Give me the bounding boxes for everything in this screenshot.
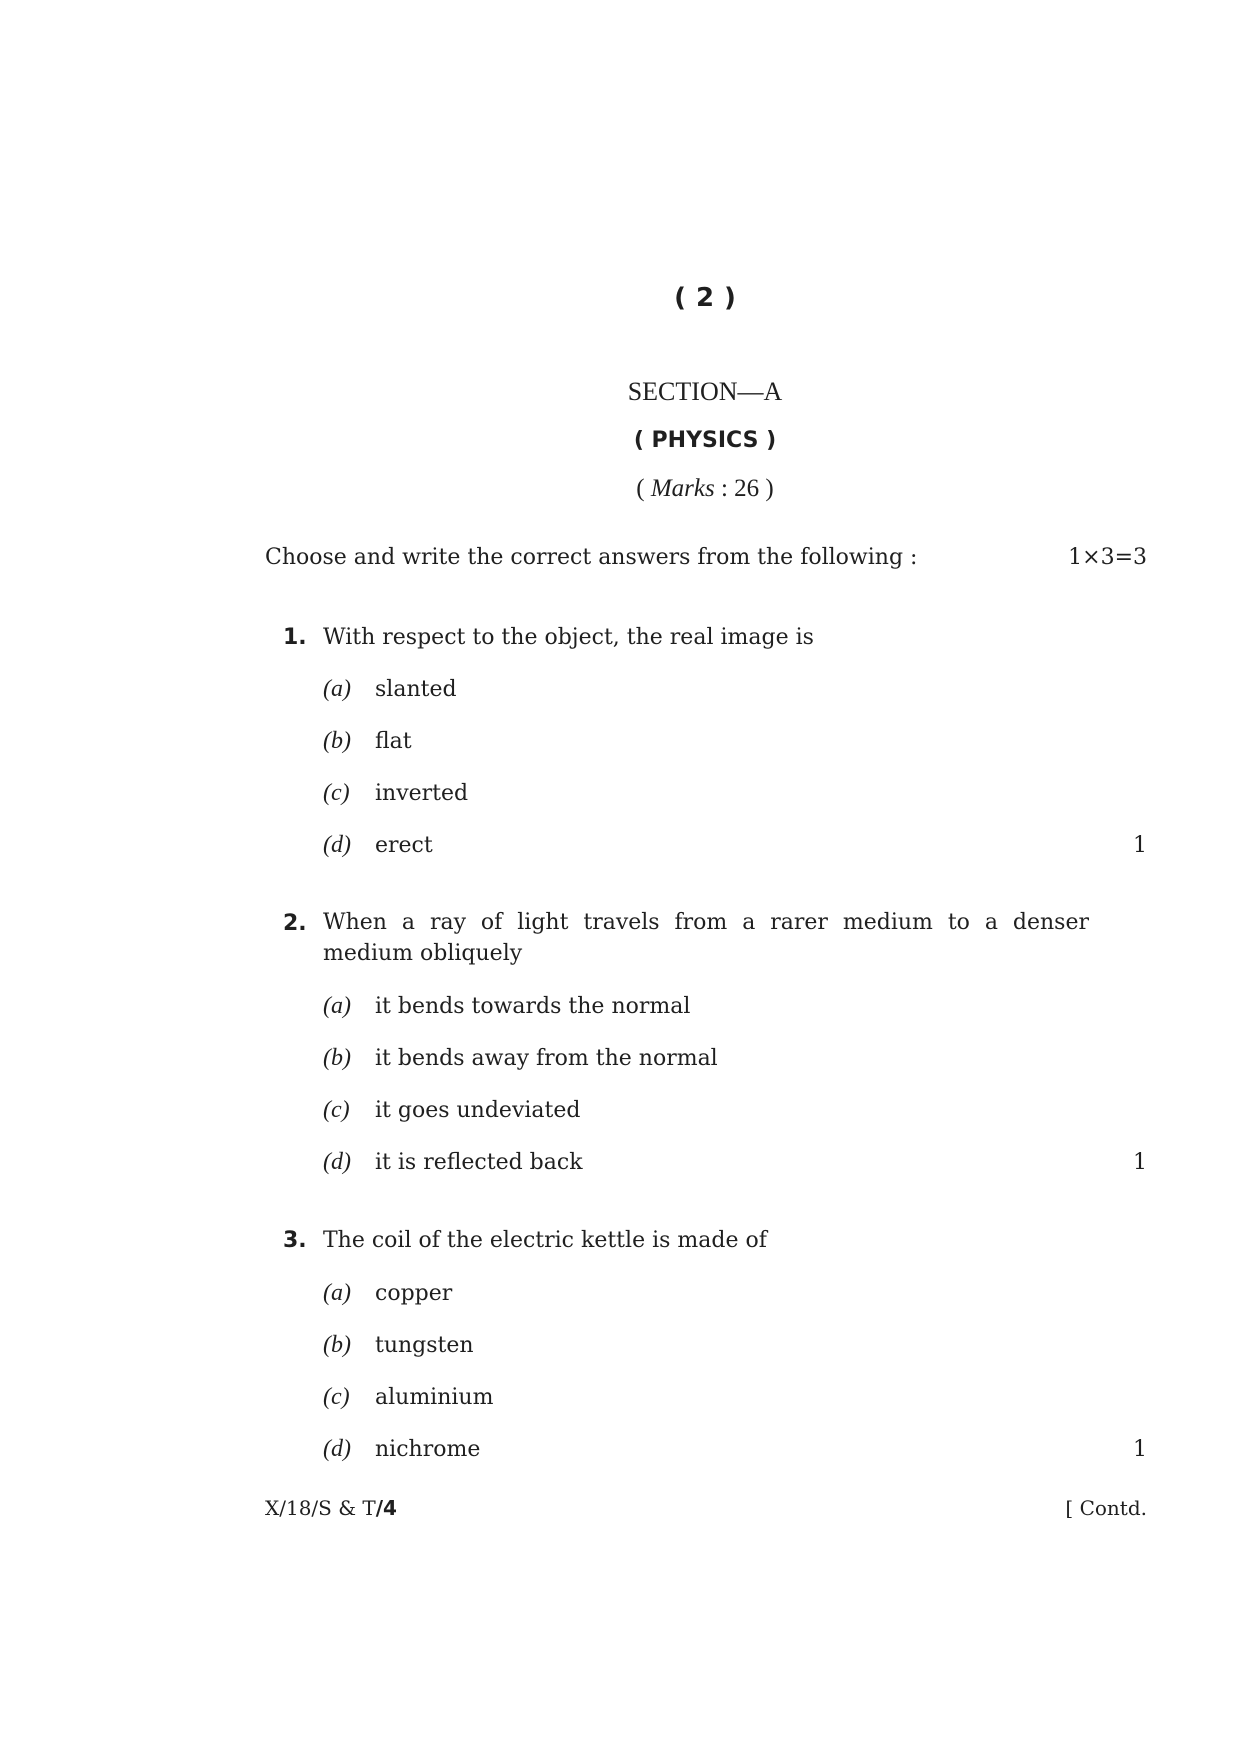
- option-label: (c): [323, 1097, 350, 1123]
- option-text: inverted: [375, 781, 469, 806]
- page-number-open: (: [674, 283, 686, 313]
- option-label: (a): [323, 993, 351, 1019]
- section-title: SECTION—A: [627, 377, 783, 406]
- option-text: it bends away from the normal: [375, 1046, 718, 1071]
- question-marks: 1: [1133, 1150, 1147, 1175]
- option-text: it bends towards the normal: [375, 994, 691, 1019]
- option-text: tungsten: [375, 1333, 474, 1358]
- continued-marker: [ Contd.: [1065, 1496, 1147, 1520]
- option-text: erect: [375, 833, 433, 858]
- paper-code-prefix: X/18/S & T: [265, 1496, 376, 1520]
- option-label: (c): [323, 1384, 350, 1410]
- page-number-close: ): [724, 283, 736, 313]
- question-number: 1.: [283, 625, 307, 650]
- page-number-value: 2: [695, 283, 715, 313]
- option-text: it goes undeviated: [375, 1098, 581, 1123]
- option-text: nichrome: [375, 1437, 481, 1462]
- question-marks: 1: [1133, 1437, 1147, 1462]
- option-label: (b): [323, 1045, 351, 1071]
- option-label: (b): [323, 1332, 351, 1358]
- option-label: (d): [323, 1436, 351, 1462]
- section-marks-label: Marks: [650, 475, 715, 502]
- option-text: aluminium: [375, 1385, 494, 1410]
- question-marks: 1: [1133, 833, 1147, 858]
- question-text: With respect to the object, the real image is: [323, 625, 814, 650]
- option-label: (b): [323, 728, 351, 754]
- paper-code: [265, 1496, 397, 1520]
- section-marks-open: (: [636, 475, 651, 502]
- option-label: (d): [323, 832, 351, 858]
- option-text: it is reflected back: [375, 1150, 583, 1175]
- section-marks-value: : 26 ): [714, 475, 774, 502]
- question-number: 3.: [283, 1228, 307, 1253]
- instruction-text: Choose and write the correct answers from the following :: [265, 545, 918, 570]
- section-marks: [0, 475, 1242, 503]
- option-text: slanted: [375, 677, 457, 702]
- option-label: (a): [323, 676, 351, 702]
- option-label: (a): [323, 1280, 351, 1306]
- question-number: 2.: [283, 911, 307, 936]
- subject-title: ( PHYSICS ): [633, 428, 777, 453]
- option-label: (c): [323, 780, 350, 806]
- question-text: When a ray of light travels from a rarer medium to a denser medium obliquely: [323, 910, 1089, 966]
- paper-code-suffix: /4: [375, 1496, 397, 1520]
- instruction-marks: 1×3=3: [1068, 545, 1147, 570]
- option-text: copper: [375, 1281, 453, 1306]
- question-text: The coil of the electric kettle is made of: [323, 1228, 767, 1253]
- option-label: (d): [323, 1149, 351, 1175]
- page-number: [0, 283, 1242, 313]
- option-text: flat: [375, 729, 412, 754]
